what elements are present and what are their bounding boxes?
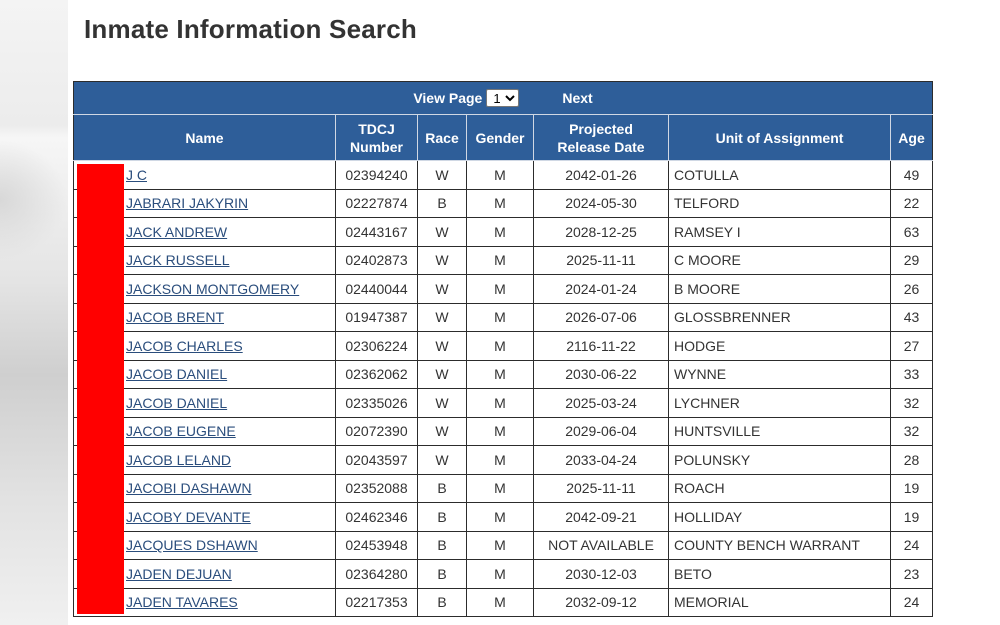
table-row: [74, 275, 933, 304]
race-cell: W: [418, 303, 467, 332]
table-header-row: [74, 115, 933, 161]
inmate-name-link[interactable]: JACOB LELAND: [126, 451, 232, 468]
release-date-cell: 2026-07-06: [534, 303, 669, 332]
col-header-gender[interactable]: Gender: [467, 115, 534, 161]
release-date-cell: 2029-06-04: [534, 417, 669, 446]
gender-cell: M: [467, 417, 534, 446]
age-cell: 19: [891, 474, 933, 503]
table-row: [74, 474, 933, 503]
race-cell: W: [418, 275, 467, 304]
inmate-results-table: [73, 81, 933, 617]
col-header-age[interactable]: Age: [891, 115, 933, 161]
table-row: [74, 588, 933, 617]
release-date-cell: 2024-01-24: [534, 275, 669, 304]
table-row: [74, 189, 933, 218]
unit-cell: ROACH: [669, 474, 891, 503]
pager: [74, 89, 932, 107]
tdcj-number-cell: 02217353: [336, 588, 418, 617]
tdcj-number-cell: 02453948: [336, 531, 418, 560]
gender-cell: M: [467, 503, 534, 532]
table-row: [74, 531, 933, 560]
unit-cell: WYNNE: [669, 360, 891, 389]
page-select[interactable]: [486, 89, 519, 107]
gender-cell: M: [467, 531, 534, 560]
tdcj-number-cell: 02440044: [336, 275, 418, 304]
pager-cell: [74, 82, 933, 115]
release-date-cell: 2025-03-24: [534, 389, 669, 418]
release-date-cell: 2030-12-03: [534, 560, 669, 589]
unit-cell: RAMSEY I: [669, 218, 891, 247]
inmate-name-link[interactable]: J C: [126, 166, 147, 183]
inmate-name-link[interactable]: JACQUES DSHAWN: [126, 537, 258, 554]
unit-cell: LYCHNER: [669, 389, 891, 418]
inmate-name-link[interactable]: JACOB DANIEL: [126, 394, 228, 411]
tdcj-number-cell: 02335026: [336, 389, 418, 418]
inmate-name-link[interactable]: JABRARI JAKYRIN: [126, 195, 249, 212]
table-row: [74, 389, 933, 418]
redaction-block: [77, 164, 124, 614]
table-row: [74, 161, 933, 190]
gender-cell: M: [467, 189, 534, 218]
table-row: [74, 360, 933, 389]
table-row: [74, 417, 933, 446]
race-cell: W: [418, 161, 467, 190]
gender-cell: M: [467, 588, 534, 617]
age-cell: 23: [891, 560, 933, 589]
col-header-tdcj[interactable]: TDCJ Number: [336, 115, 418, 161]
tdcj-number-cell: 02362062: [336, 360, 418, 389]
tdcj-number-cell: 02352088: [336, 474, 418, 503]
gender-cell: M: [467, 389, 534, 418]
next-link[interactable]: Next: [562, 90, 593, 106]
age-cell: 43: [891, 303, 933, 332]
table-row: [74, 246, 933, 275]
page-title: Inmate Information Search: [84, 14, 417, 44]
table-row: [74, 560, 933, 589]
tdcj-number-cell: 02072390: [336, 417, 418, 446]
view-page-label: View Page: [413, 90, 483, 106]
release-date-cell: 2116-11-22: [534, 332, 669, 361]
inmate-name-link[interactable]: JACOB DANIEL: [126, 366, 228, 383]
inmate-name-link[interactable]: JACOB EUGENE: [126, 423, 236, 440]
table-row: [74, 446, 933, 475]
race-cell: W: [418, 360, 467, 389]
unit-cell: GLOSSBRENNER: [669, 303, 891, 332]
age-cell: 49: [891, 161, 933, 190]
release-date-cell: 2024-05-30: [534, 189, 669, 218]
results-table-wrapper: [73, 81, 932, 617]
tdcj-number-cell: 02043597: [336, 446, 418, 475]
age-cell: 28: [891, 446, 933, 475]
unit-cell: BETO: [669, 560, 891, 589]
tdcj-number-cell: 02462346: [336, 503, 418, 532]
inmate-name-link[interactable]: JACOB CHARLES: [126, 337, 243, 354]
unit-cell: HODGE: [669, 332, 891, 361]
age-cell: 24: [891, 531, 933, 560]
tdcj-number-cell: 02306224: [336, 332, 418, 361]
inmate-name-link[interactable]: JADEN DEJUAN: [126, 565, 232, 582]
age-cell: 29: [891, 246, 933, 275]
age-cell: 32: [891, 417, 933, 446]
inmate-name-link[interactable]: JADEN TAVARES: [126, 594, 238, 611]
unit-cell: HOLLIDAY: [669, 503, 891, 532]
inmate-name-link[interactable]: JACK ANDREW: [126, 223, 228, 240]
inmate-name-link[interactable]: JACOB BRENT: [126, 309, 225, 326]
race-cell: W: [418, 417, 467, 446]
race-cell: B: [418, 560, 467, 589]
tdcj-number-cell: 02227874: [336, 189, 418, 218]
table-body: [74, 161, 933, 617]
inmate-name-link[interactable]: JACKSON MONTGOMERY: [126, 280, 300, 297]
tdcj-number-cell: 02402873: [336, 246, 418, 275]
col-header-race[interactable]: Race: [418, 115, 467, 161]
tdcj-number-cell: 02364280: [336, 560, 418, 589]
race-cell: W: [418, 446, 467, 475]
gender-cell: M: [467, 218, 534, 247]
release-date-cell: NOT AVAILABLE: [534, 531, 669, 560]
gender-cell: M: [467, 332, 534, 361]
release-date-cell: 2033-04-24: [534, 446, 669, 475]
age-cell: 22: [891, 189, 933, 218]
release-date-cell: 2032-09-12: [534, 588, 669, 617]
table-row: [74, 503, 933, 532]
background-right: [964, 0, 1000, 625]
table-row: [74, 332, 933, 361]
release-date-cell: 2028-12-25: [534, 218, 669, 247]
race-cell: W: [418, 218, 467, 247]
race-cell: B: [418, 588, 467, 617]
release-date-cell: 2025-11-11: [534, 474, 669, 503]
race-cell: B: [418, 474, 467, 503]
col-header-unit[interactable]: Unit of Assignment: [669, 115, 891, 161]
tdcj-number-cell: 02394240: [336, 161, 418, 190]
col-header-release-date[interactable]: Projected Release Date: [534, 115, 669, 161]
release-date-cell: 2042-09-21: [534, 503, 669, 532]
unit-cell: TELFORD: [669, 189, 891, 218]
age-cell: 26: [891, 275, 933, 304]
unit-cell: MEMORIAL: [669, 588, 891, 617]
col-header-name[interactable]: Name: [74, 115, 336, 161]
race-cell: W: [418, 389, 467, 418]
unit-cell: C MOORE: [669, 246, 891, 275]
inmate-name-link[interactable]: JACOBI DASHAWN: [126, 480, 252, 497]
inmate-name-link[interactable]: JACK RUSSELL: [126, 252, 230, 269]
background-left-image: [0, 0, 68, 625]
unit-cell: COUNTY BENCH WARRANT: [669, 531, 891, 560]
unit-cell: COTULLA: [669, 161, 891, 190]
race-cell: W: [418, 332, 467, 361]
unit-cell: POLUNSKY: [669, 446, 891, 475]
pager-row: [74, 82, 933, 115]
table-row: [74, 218, 933, 247]
table-row: [74, 303, 933, 332]
release-date-cell: 2025-11-11: [534, 246, 669, 275]
gender-cell: M: [467, 560, 534, 589]
gender-cell: M: [467, 360, 534, 389]
gender-cell: M: [467, 161, 534, 190]
age-cell: 63: [891, 218, 933, 247]
age-cell: 27: [891, 332, 933, 361]
age-cell: 32: [891, 389, 933, 418]
age-cell: 24: [891, 588, 933, 617]
inmate-name-link[interactable]: JACOBY DEVANTE: [126, 508, 251, 525]
gender-cell: M: [467, 275, 534, 304]
release-date-cell: 2030-06-22: [534, 360, 669, 389]
gender-cell: M: [467, 446, 534, 475]
race-cell: B: [418, 503, 467, 532]
gender-cell: M: [467, 303, 534, 332]
race-cell: B: [418, 189, 467, 218]
main-content: [68, 0, 964, 625]
race-cell: B: [418, 531, 467, 560]
age-cell: 19: [891, 503, 933, 532]
race-cell: W: [418, 246, 467, 275]
release-date-cell: 2042-01-26: [534, 161, 669, 190]
tdcj-number-cell: 01947387: [336, 303, 418, 332]
age-cell: 33: [891, 360, 933, 389]
unit-cell: HUNTSVILLE: [669, 417, 891, 446]
gender-cell: M: [467, 246, 534, 275]
tdcj-number-cell: 02443167: [336, 218, 418, 247]
unit-cell: B MOORE: [669, 275, 891, 304]
gender-cell: M: [467, 474, 534, 503]
